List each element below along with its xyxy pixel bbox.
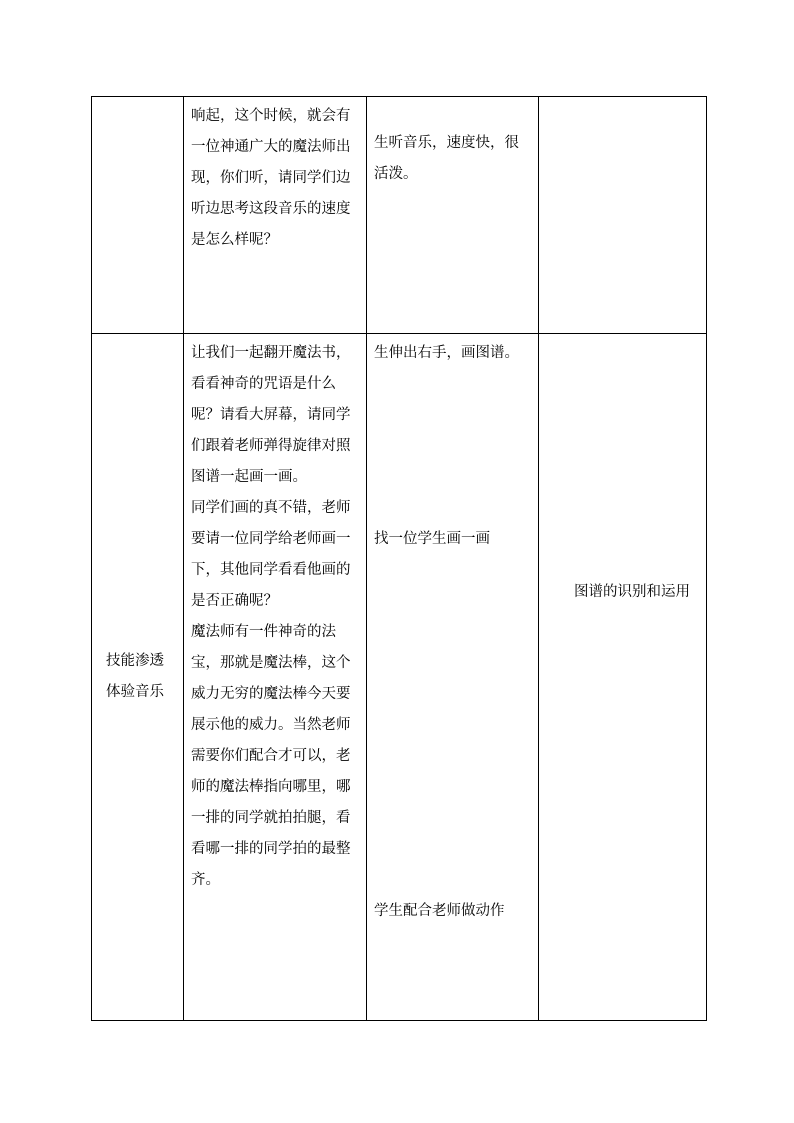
student-note: 学生配合老师做动作: [374, 903, 505, 919]
teacher-paragraph: 魔法师有一件神奇的法宝，那就是魔法棒，这个威力无穷的魔法棒今天要展示他的威力。当然老师需要你们配合才可以，老师的魔法棒指向哪里，哪一排的同学就拍拍腿，看看哪一排的同学拍的最整齐。: [191, 624, 351, 888]
stage-cell: [92, 334, 184, 1021]
stage-text: 技能渗透体验音乐: [106, 653, 164, 700]
lesson-plan-table: [91, 96, 707, 1021]
student-note: 生伸出右手，画图谱。: [374, 345, 519, 361]
purpose-text: 图谱的识别和运用: [574, 584, 690, 600]
table-row: [92, 334, 707, 1021]
purpose-cell: [539, 97, 707, 334]
student-activity-cell: [367, 97, 539, 334]
teacher-paragraph: 让我们一起翻开魔法书，看看神奇的咒语是什么呢？请看大屏幕，请同学们跟着老师弹得旋律对照图谱一起画一画。: [191, 345, 351, 485]
stage-cell: [92, 97, 184, 334]
purpose-cell: [539, 334, 707, 1021]
student-note: 找一位学生画一画: [374, 531, 490, 547]
teacher-activity-cell: [184, 334, 367, 1021]
teacher-paragraph: 同学们画的真不错，老师要请一位同学给老师画一下，其他同学看看他画的是否正确呢？: [191, 500, 351, 609]
teacher-activity-text: 响起，这个时候，就会有一位神通广大的魔法师出现，你们听，请同学们边听边思考这段音乐的速度是怎么样呢？: [191, 108, 351, 248]
student-activity-text: 生听音乐，速度快，很活泼。: [374, 135, 519, 182]
table-row: [92, 97, 707, 334]
student-activity-cell: [367, 334, 539, 1021]
teacher-activity-cell: [184, 97, 367, 334]
